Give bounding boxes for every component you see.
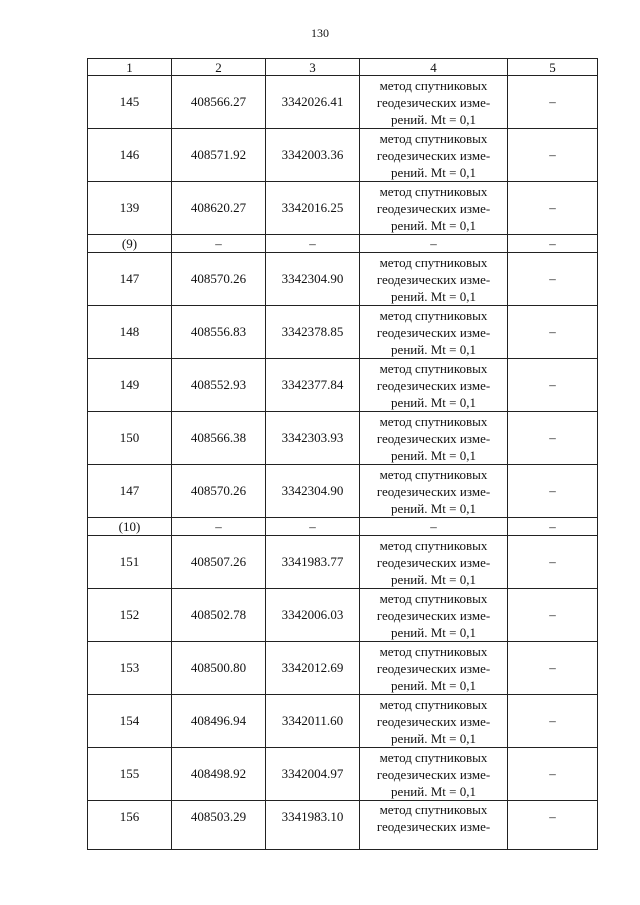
note-cell: – [508,253,598,306]
method-text-line: рений. Mt = 0,1 [391,217,476,233]
method-cell [360,253,508,306]
y-coordinate-cell: 3342026.41 [266,76,360,129]
method-text-line: геодезических изме- [376,147,491,163]
method-cell [360,748,508,801]
method-cell [360,76,508,129]
method-text-line: рений. Mt = 0,1 [391,571,476,587]
note-cell: – [508,801,598,850]
x-coordinate-cell: 408570.26 [172,253,266,306]
method-text-line: рений. Mt = 0,1 [391,500,476,516]
note-cell: – [508,412,598,465]
method-text-line: геодезических изме- [376,554,491,570]
x-coordinate-cell: 408571.92 [172,129,266,182]
method-text-line: рений. Mt = 0,1 [391,730,476,746]
x-coordinate-cell: 408498.92 [172,748,266,801]
point-number-cell: 139 [88,182,172,235]
x-coordinate-cell: 408507.26 [172,536,266,589]
method-cell [360,801,508,850]
method-text-line: рений. Mt = 0,1 [391,677,476,693]
table-row [88,253,598,306]
page-number: 130 [311,26,329,40]
method-text-line: метод спутниковых [379,360,488,376]
method-text-line: метод спутниковых [379,696,488,712]
method-text-line: рений. Mt = 0,1 [391,164,476,180]
method-text-line: геодезических изме- [376,324,491,340]
separator-cell-4: – [360,518,508,536]
table-body [88,76,598,850]
method-text-line: геодезических изме- [376,819,491,834]
table-row [88,76,598,129]
coordinates-table [87,58,598,850]
method-cell [360,695,508,748]
point-number-cell: 148 [88,306,172,359]
separator-cell-2: – [172,235,266,253]
x-coordinate-cell: 408502.78 [172,589,266,642]
y-coordinate-cell: 3342016.25 [266,182,360,235]
method-text-line: геодезических изме- [376,483,491,499]
x-coordinate-cell: 408496.94 [172,695,266,748]
method-text-line: геодезических изме- [376,430,491,446]
y-coordinate-cell: 3342004.97 [266,748,360,801]
separator-cell-4: – [360,235,508,253]
note-cell: – [508,359,598,412]
note-cell: – [508,465,598,518]
method-cell [360,359,508,412]
method-text-line: рений. Mt = 0,1 [391,447,476,463]
method-text-line: метод спутниковых [379,537,488,553]
header-col-5: 5 [508,59,598,76]
point-number-cell: 156 [88,801,172,850]
header-col-3: 3 [266,59,360,76]
y-coordinate-cell: 3342006.03 [266,589,360,642]
x-coordinate-cell: 408566.38 [172,412,266,465]
method-text-line: метод спутниковых [379,183,488,199]
x-coordinate-cell: 408620.27 [172,182,266,235]
method-text-line: геодезических изме- [376,94,491,110]
method-cell [360,129,508,182]
separator-cell-1: (9) [88,235,172,253]
method-cell [360,182,508,235]
separator-cell-5: – [508,235,598,253]
y-coordinate-cell: 3341983.10 [266,801,360,850]
note-cell: – [508,642,598,695]
y-coordinate-cell: 3342378.85 [266,306,360,359]
method-text-line: метод спутниковых [379,643,488,659]
method-text-line: рений. Mt = 0,1 [391,111,476,127]
method-cell [360,589,508,642]
point-number-cell: 151 [88,536,172,589]
x-coordinate-cell: 408500.80 [172,642,266,695]
note-cell: – [508,695,598,748]
table-row [88,695,598,748]
table-row [88,801,598,850]
method-text-line: рений. Mt = 0,1 [391,341,476,357]
y-coordinate-cell: 3342012.69 [266,642,360,695]
table-row [88,642,598,695]
header-col-1: 1 [88,59,172,76]
method-text-line: метод спутниковых [379,77,488,93]
method-text-line: метод спутниковых [379,590,488,606]
point-number-cell: 146 [88,129,172,182]
method-text-line: геодезических изме- [376,271,491,287]
x-coordinate-cell: 408552.93 [172,359,266,412]
x-coordinate-cell: 408570.26 [172,465,266,518]
table-row [88,412,598,465]
method-cell [360,465,508,518]
x-coordinate-cell: 408503.29 [172,801,266,850]
method-text-line: геодезических изме- [376,200,491,216]
separator-cell-2: – [172,518,266,536]
table-row [88,182,598,235]
point-number-cell: 155 [88,748,172,801]
table-row [88,748,598,801]
point-number-cell: 153 [88,642,172,695]
method-text-line: рений. Mt = 0,1 [391,783,476,799]
point-number-cell: 150 [88,412,172,465]
group-separator-row [88,235,598,253]
method-text-line: геодезических изме- [376,713,491,729]
table-row [88,359,598,412]
point-number-cell: 147 [88,465,172,518]
method-text-line: рений. Mt = 0,1 [391,288,476,304]
method-text-line: геодезических изме- [376,607,491,623]
point-number-cell: 145 [88,76,172,129]
y-coordinate-cell: 3342304.90 [266,465,360,518]
table-row [88,465,598,518]
table-row [88,129,598,182]
method-cell [360,306,508,359]
header-col-4: 4 [360,59,508,76]
y-coordinate-cell: 3342011.60 [266,695,360,748]
method-text-line: метод спутниковых [379,254,488,270]
method-cell [360,412,508,465]
separator-cell-5: – [508,518,598,536]
point-number-cell: 154 [88,695,172,748]
method-text-line: метод спутниковых [379,802,488,817]
note-cell: – [508,182,598,235]
x-coordinate-cell: 408556.83 [172,306,266,359]
point-number-cell: 152 [88,589,172,642]
method-text-line: рений. Mt = 0,1 [391,394,476,410]
separator-cell-3: – [266,518,360,536]
table-header-row [88,59,598,76]
method-text-line: метод спутниковых [379,130,488,146]
y-coordinate-cell: 3342304.90 [266,253,360,306]
note-cell: – [508,536,598,589]
x-coordinate-cell: 408566.27 [172,76,266,129]
y-coordinate-cell: 3341983.77 [266,536,360,589]
y-coordinate-cell: 3342303.93 [266,412,360,465]
note-cell: – [508,589,598,642]
table-row [88,589,598,642]
method-text-line: метод спутниковых [379,307,488,323]
method-text-line: метод спутниковых [379,749,488,765]
method-text-line: геодезических изме- [376,766,491,782]
y-coordinate-cell: 3342377.84 [266,359,360,412]
method-cell [360,642,508,695]
table-row [88,536,598,589]
method-text-line: метод спутниковых [379,413,488,429]
note-cell: – [508,76,598,129]
method-text-line: геодезических изме- [376,660,491,676]
method-text-line: рений. Mt = 0,1 [391,624,476,640]
method-cell [360,536,508,589]
separator-cell-1: (10) [88,518,172,536]
separator-cell-3: – [266,235,360,253]
method-text-line: метод спутниковых [379,466,488,482]
y-coordinate-cell: 3342003.36 [266,129,360,182]
note-cell: – [508,306,598,359]
note-cell: – [508,748,598,801]
group-separator-row [88,518,598,536]
point-number-cell: 149 [88,359,172,412]
header-col-2: 2 [172,59,266,76]
method-text-line: геодезических изме- [376,377,491,393]
table-row [88,306,598,359]
note-cell: – [508,129,598,182]
point-number-cell: 147 [88,253,172,306]
